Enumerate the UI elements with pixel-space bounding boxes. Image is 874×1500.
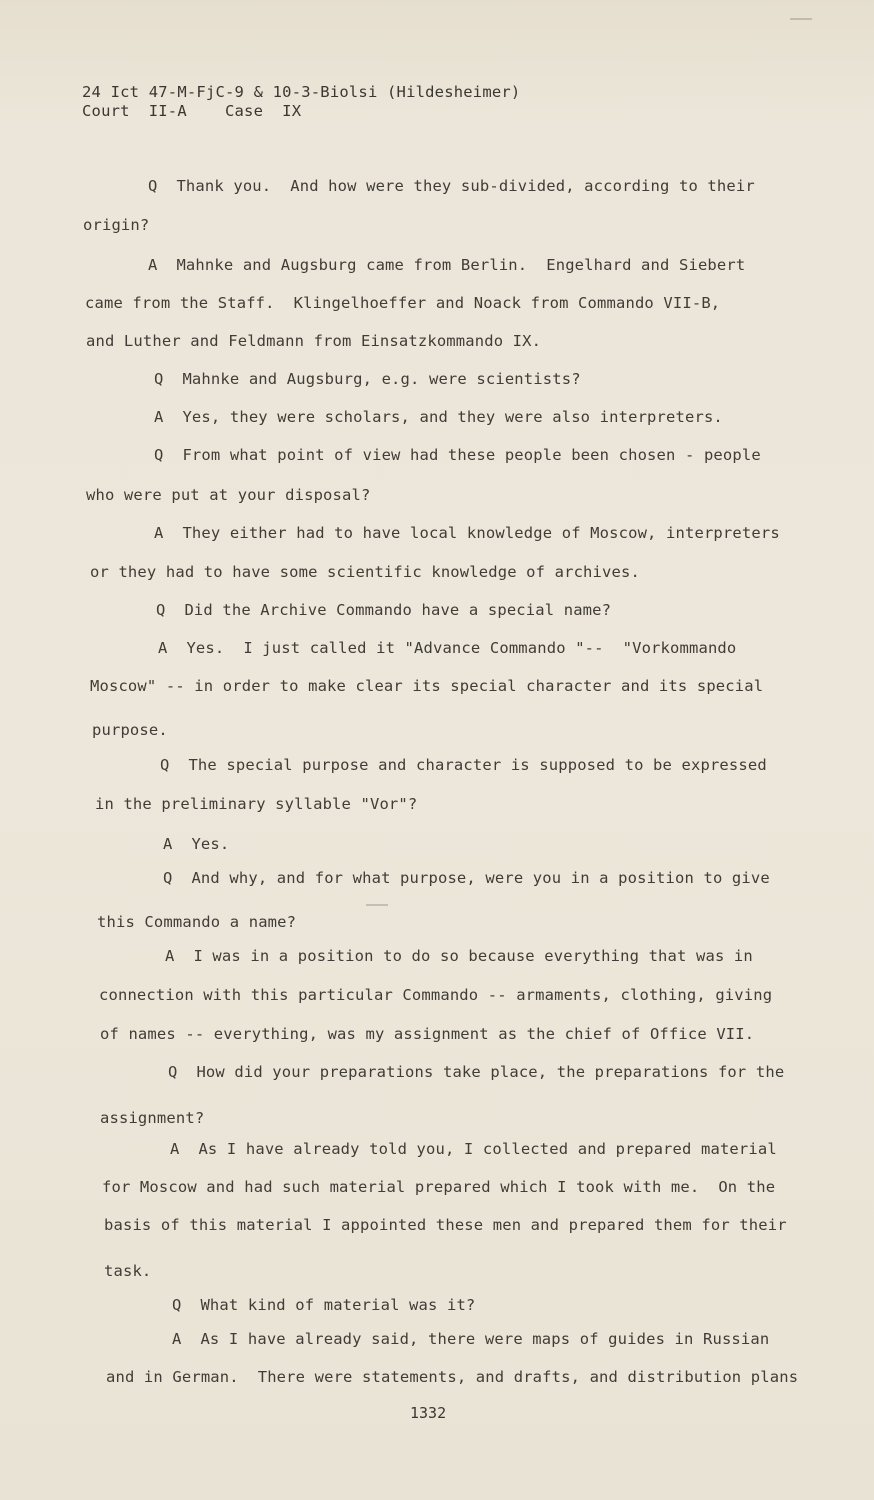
transcript-line: or they had to have some scientific knowledge of archives. xyxy=(90,563,640,581)
transcript-line: Q How did your preparations take place, the preparations for the xyxy=(168,1063,785,1081)
transcript-line: and in German. There were statements, and drafts, and distribution plans xyxy=(106,1368,799,1386)
header-court-case: Court II-A Case IX xyxy=(82,102,302,120)
transcript-line: Q Did the Archive Commando have a special name? xyxy=(156,601,612,619)
transcript-line: came from the Staff. Klingelhoeffer and Noack from Commando VII-B, xyxy=(85,294,721,312)
transcript-line: in the preliminary syllable "Vor"? xyxy=(95,795,418,813)
page-number: 1332 xyxy=(410,1404,447,1422)
transcript-line: this Commando a name? xyxy=(97,913,297,931)
transcript-line: connection with this particular Commando -- armaments, clothing, giving xyxy=(99,986,773,1004)
stray-mark xyxy=(366,904,388,906)
transcript-line: assignment? xyxy=(100,1109,205,1127)
transcript-line: A Yes. I just called it "Advance Commando "-- "Vorkommando xyxy=(158,639,737,657)
transcript-line: purpose. xyxy=(92,721,168,739)
transcript-line: Q Thank you. And how were they sub-divided, according to their xyxy=(148,177,755,195)
transcript-line: A As I have already said, there were maps of guides in Russian xyxy=(172,1330,770,1348)
transcript-line: for Moscow and had such material prepared which I took with me. On the xyxy=(102,1178,776,1196)
stray-mark xyxy=(790,18,812,20)
transcript-line: A Yes. xyxy=(163,835,230,853)
transcript-line: A Yes, they were scholars, and they were also interpreters. xyxy=(154,408,723,426)
transcript-line: Q From what point of view had these people been chosen - people xyxy=(154,446,761,464)
transcript-line: of names -- everything, was my assignment as the chief of Office VII. xyxy=(100,1025,755,1043)
transcript-line: A As I have already told you, I collected and prepared material xyxy=(170,1140,777,1158)
transcript-line: Q What kind of material was it? xyxy=(172,1296,476,1314)
document-header xyxy=(82,83,520,121)
transcript-line: A They either had to have local knowledge of Moscow, interpreters xyxy=(154,524,780,542)
transcript-line: and Luther and Feldmann from Einsatzkommando IX. xyxy=(86,332,542,350)
transcript-line: Moscow" -- in order to make clear its special character and its special xyxy=(90,677,764,695)
transcript-line: origin? xyxy=(83,216,150,234)
transcript-line: Q Mahnke and Augsburg, e.g. were scientists? xyxy=(154,370,581,388)
transcript-line: Q And why, and for what purpose, were you in a position to give xyxy=(163,869,770,887)
transcript-line: A I was in a position to do so because everything that was in xyxy=(165,947,753,965)
transcript-line: who were put at your disposal? xyxy=(86,486,371,504)
transcript-line: basis of this material I appointed these men and prepared them for their xyxy=(104,1216,787,1234)
transcript-line: Q The special purpose and character is supposed to be expressed xyxy=(160,756,767,774)
transcript-line: task. xyxy=(104,1262,152,1280)
transcript-line: A Mahnke and Augsburg came from Berlin. Engelhard and Siebert xyxy=(148,256,746,274)
header-reference: 24 Ict 47-M-FjC-9 & 10-3-Biolsi (Hildesheimer) xyxy=(82,83,521,101)
